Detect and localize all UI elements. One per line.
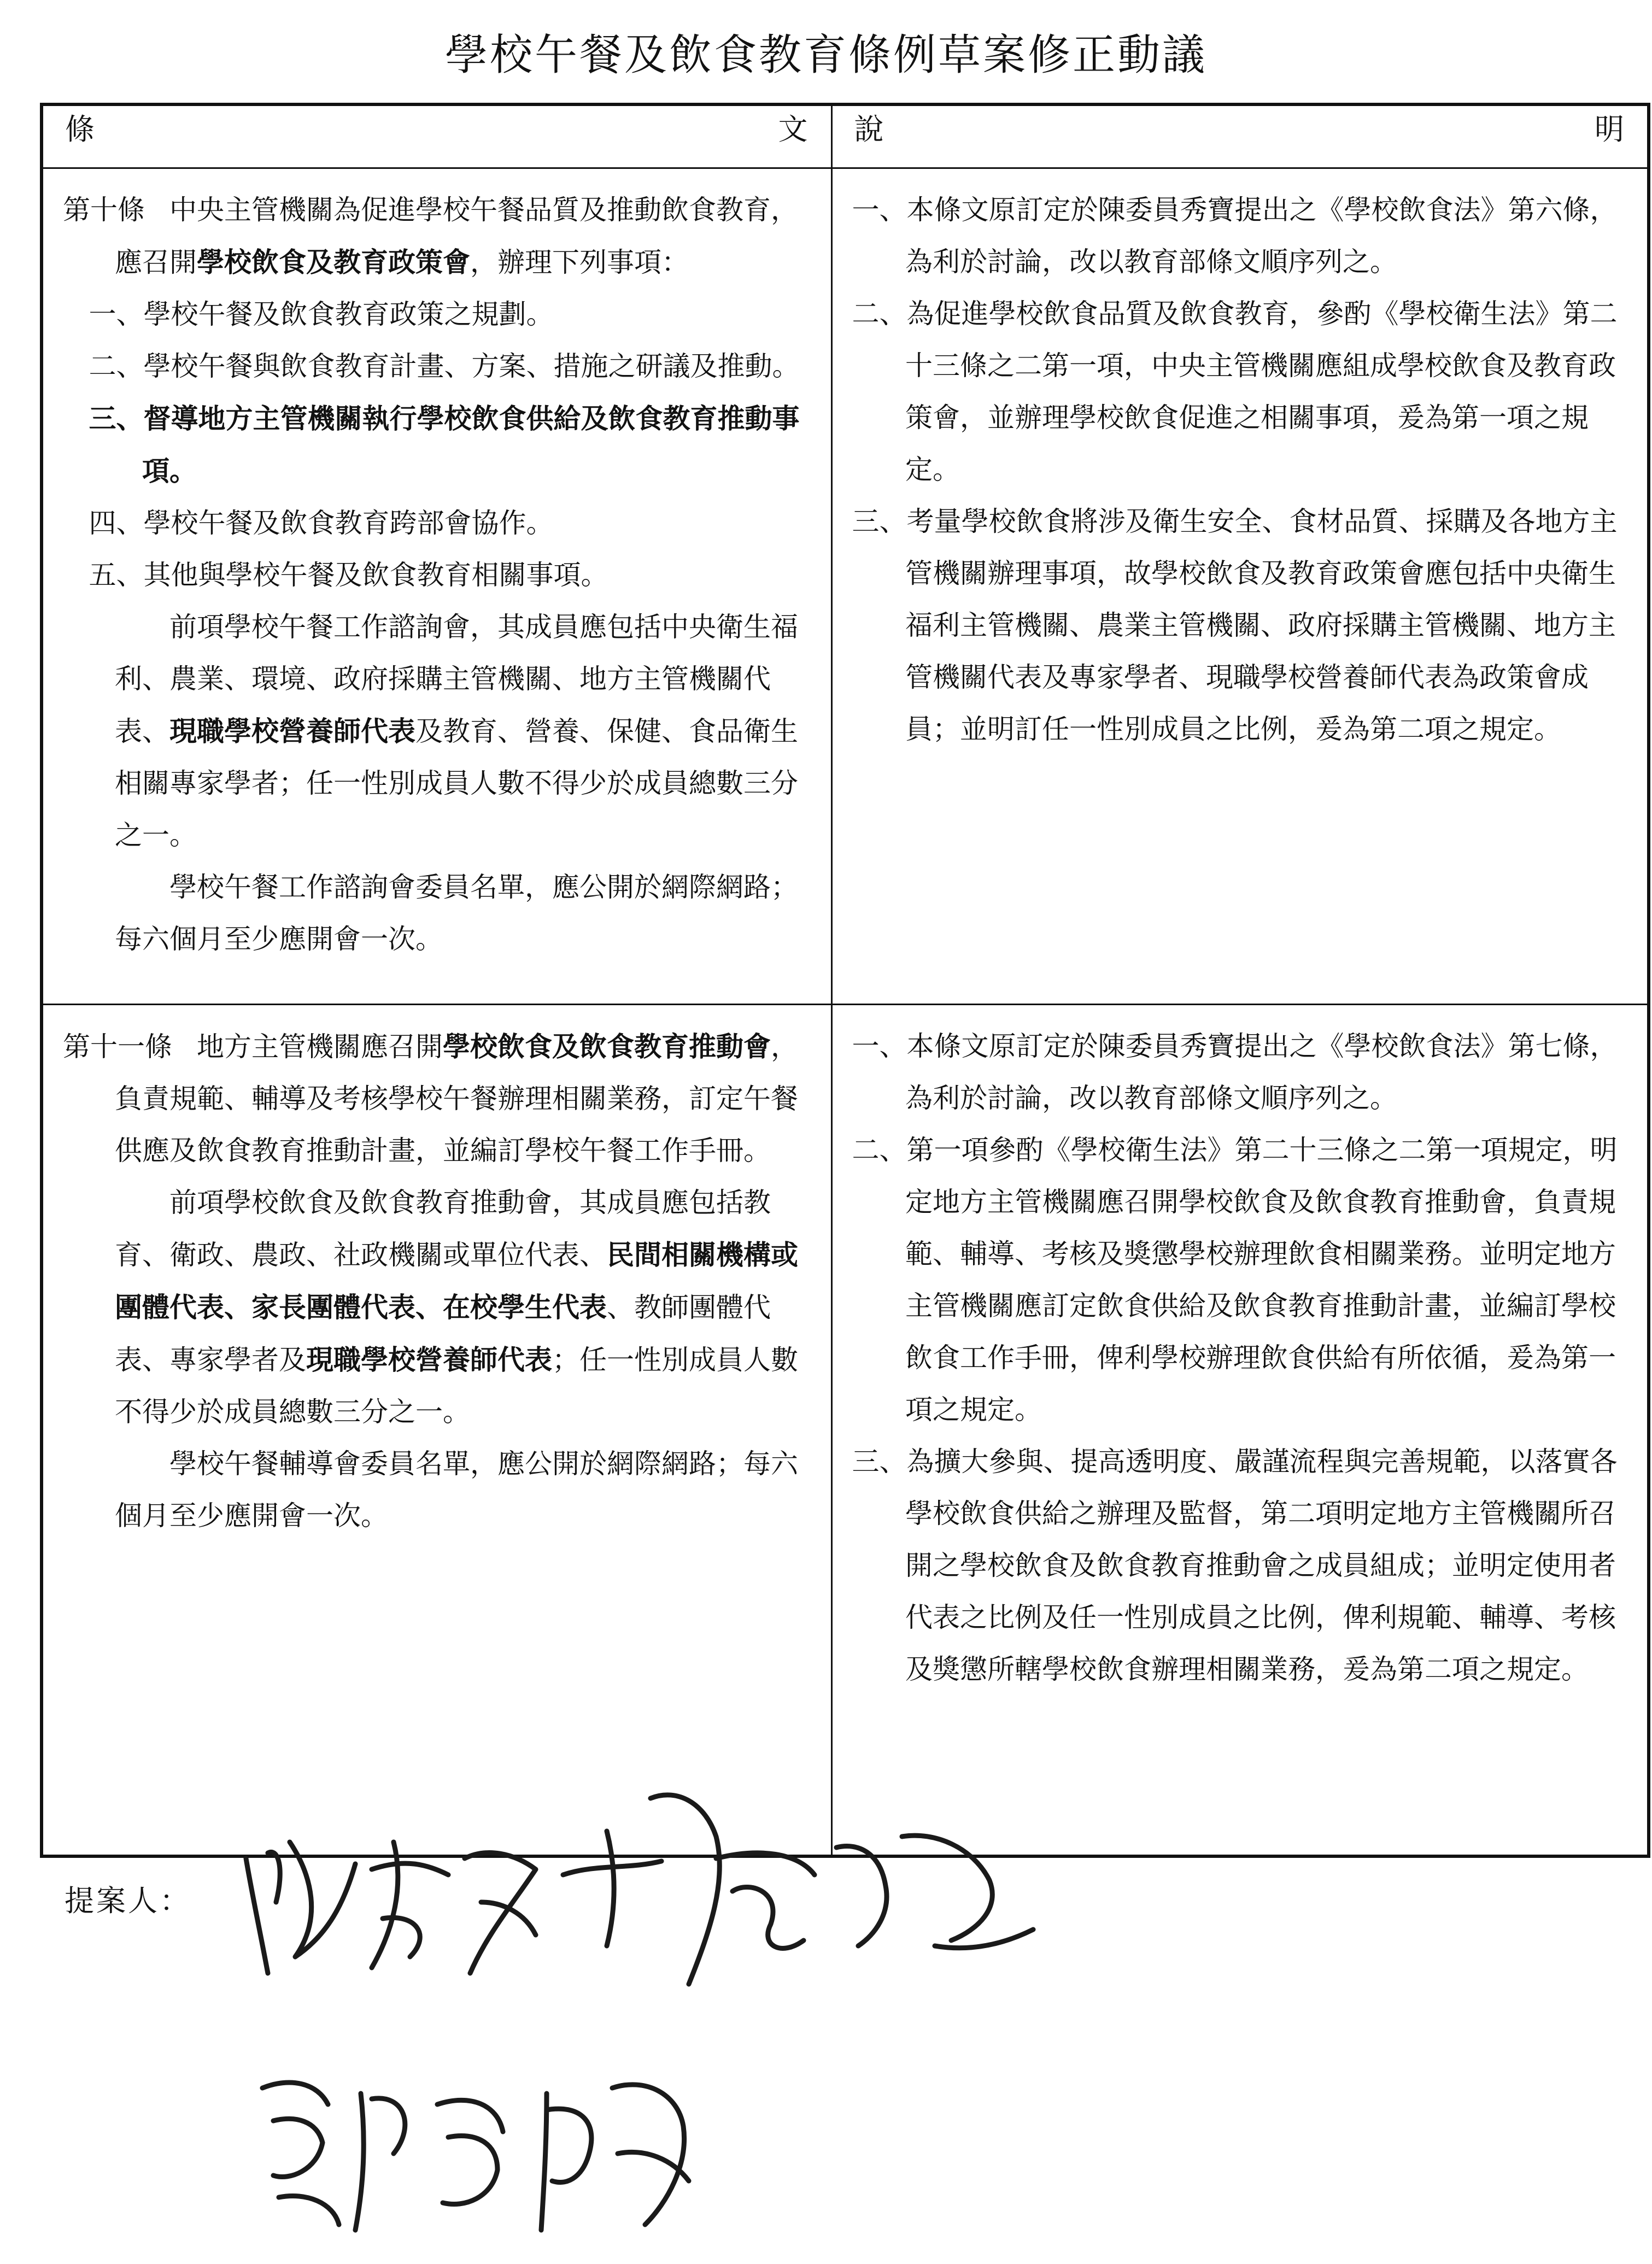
article-10-item-3 <box>63 392 810 497</box>
article-10-heading: 第十條 <box>63 194 145 226</box>
article-11-paragraph-2 <box>63 1177 810 1438</box>
article-10-para2-text: 前項學校午餐工作諮詢會，其成員應包括中央衛生福利、農業、環境、政府採購主管機關、地方主管機關代表、 <box>115 611 798 747</box>
article-10-para2-tail: 及教育、營養、保健、食品衛生相關專家學者；任一性別成員人數不得少於成員總數三分之一。 <box>115 715 798 851</box>
header-article-char-1: 條 <box>65 112 95 146</box>
explanation-10-cell <box>831 168 1649 1005</box>
proposer-label: 提案人： <box>65 1884 191 1918</box>
article-11-intro <box>63 1020 810 1177</box>
article-10-item-2: 二、學校午餐與飲食教育計畫、方案、措施之研議及推動。 <box>89 350 800 382</box>
header-explanation-char-2: 明 <box>1595 112 1624 146</box>
article-10-council-name: 學校飲食及教育政策會 <box>197 246 470 278</box>
signature-1 <box>230 1793 558 2001</box>
article-10-item-3-text: 三、督導地方主管機關執行學校飲食供給及飲食教育推動事項。 <box>89 402 800 487</box>
article-11-para2-text: 前項學校飲食及飲食教育推動會，其成員應包括教育、衛政、農政、社政機關或單位代表、 <box>115 1187 771 1271</box>
header-explanation-char-1: 說 <box>854 112 884 146</box>
article-10-intro <box>63 184 810 289</box>
explanation-11-point-3: 三、為擴大參與、提高透明度、嚴謹流程與完善規範，以落實各學校飲食供給之辦理及監督，第二項明定地方主管機關所召開之學校飲食及飲食教育推動會之成員組成；並明定使用者代表之比例及任一性別成員之比例，俾利規範、輔導、考核及獎懲所轄學校飲食辦理相關業務，爰為第二項之規定。 <box>852 1446 1618 1685</box>
article-11-intro-tail: ，負責規範、輔導及考核學校午餐辦理相關業務，訂定午餐供應及飲食教育推動計畫，並編訂學校午餐工作手冊。 <box>115 1031 798 1166</box>
article-11-para2-tail: ；任一性別成員人數不得少於成員總數三分之一。 <box>115 1344 798 1428</box>
signature-3 <box>241 2044 711 2252</box>
article-11-para2-mid: 、教師團體代表、專家學者及 <box>115 1292 771 1376</box>
table-header-row <box>42 104 1649 168</box>
explanation-10-point-2: 二、為促進學校飲食品質及飲食教育，參酌《學校衛生法》第二十三條之二第一項，中央主管機關應組成學校飲食及教育政策會，並辦理學校飲食促進之相關事項，爰為第一項之規定。 <box>852 298 1618 485</box>
article-11-para2-bold-1: 民間相關機構或團體代表、家長團體代表、在校學生代表 <box>115 1239 798 1323</box>
article-10-paragraph-2 <box>63 601 810 861</box>
article-11-council-name: 學校飲食及飲食教育推動會 <box>443 1030 771 1063</box>
article-11-intro-text: 地方主管機關應召開 <box>197 1031 443 1063</box>
article-10-paragraph-3: 學校午餐工作諮詢會委員名單，應公開於網際網路；每六個月至少應開會一次。 <box>115 871 798 955</box>
article-10-para2-bold: 現職學校營養師代表 <box>169 715 415 747</box>
article-10-intro-text: 中央主管機關為促進學校午餐品質及推動飲食教育，應召開 <box>115 194 798 278</box>
explanation-11-cell <box>831 1005 1649 1857</box>
explanation-10-point-1: 一、本條文原訂定於陳委員秀寶提出之《學校飲食法》第六條，為利於討論，改以教育部條文順序列之。 <box>852 194 1618 278</box>
header-article-char-2: 文 <box>778 112 808 146</box>
explanation-column-header <box>831 104 1649 168</box>
motion-table <box>40 103 1650 1858</box>
article-10-item-4: 四、學校午餐及飲食教育跨部會協作。 <box>89 507 554 539</box>
article-10-intro-tail: ，辦理下列事項： <box>470 247 689 278</box>
explanation-11-point-2: 二、第一項參酌《學校衛生法》第二十三條之二第一項規定，明定地方主管機關應召開學校飲食及飲食教育推動會，負責規範、輔導、考核及獎懲學校辦理飲食相關業務。並明定地方主管機關應訂定飲食供給及飲食教育推動計畫，並編訂學校飲食工作手冊，俾利學校辦理飲食供給有所依循，爰為第一項之規定。 <box>852 1134 1618 1426</box>
document-title: 學校午餐及飲食教育條例草案修正動議 <box>444 31 1207 80</box>
signature-2 <box>552 1766 1055 2001</box>
article-11-paragraph-3: 學校午餐輔導會委員名單，應公開於網際網路；每六個月至少應開會一次。 <box>115 1448 798 1532</box>
article-11-heading: 第十一條 <box>63 1031 172 1063</box>
article-column-header <box>42 104 831 168</box>
article-11-cell <box>42 1005 831 1857</box>
article-10-item-1: 一、學校午餐及飲食教育政策之規劃。 <box>89 298 554 330</box>
table-row-article-10 <box>42 168 1649 1005</box>
article-10-cell <box>42 168 831 1005</box>
article-11-para2-bold-2: 現職學校營養師代表 <box>306 1344 552 1376</box>
table-row-article-11 <box>42 1005 1649 1857</box>
article-10-item-5: 五、其他與學校午餐及飲食教育相關事項。 <box>89 559 608 591</box>
explanation-11-point-1: 一、本條文原訂定於陳委員秀寶提出之《學校飲食法》第七條，為利於討論，改以教育部條文順序列之。 <box>852 1030 1618 1114</box>
explanation-10-point-3: 三、考量學校飲食將涉及衛生安全、食材品質、採購及各地方主管機關辦理事項，故學校飲食及教育政策會應包括中央衛生福利主管機關、農業主管機關、政府採購主管機關、地方主管機關代表及專家學者、現職學校營養師代表為政策會成員；並明訂任一性別成員之比例，爰為第二項之規定。 <box>852 506 1618 745</box>
